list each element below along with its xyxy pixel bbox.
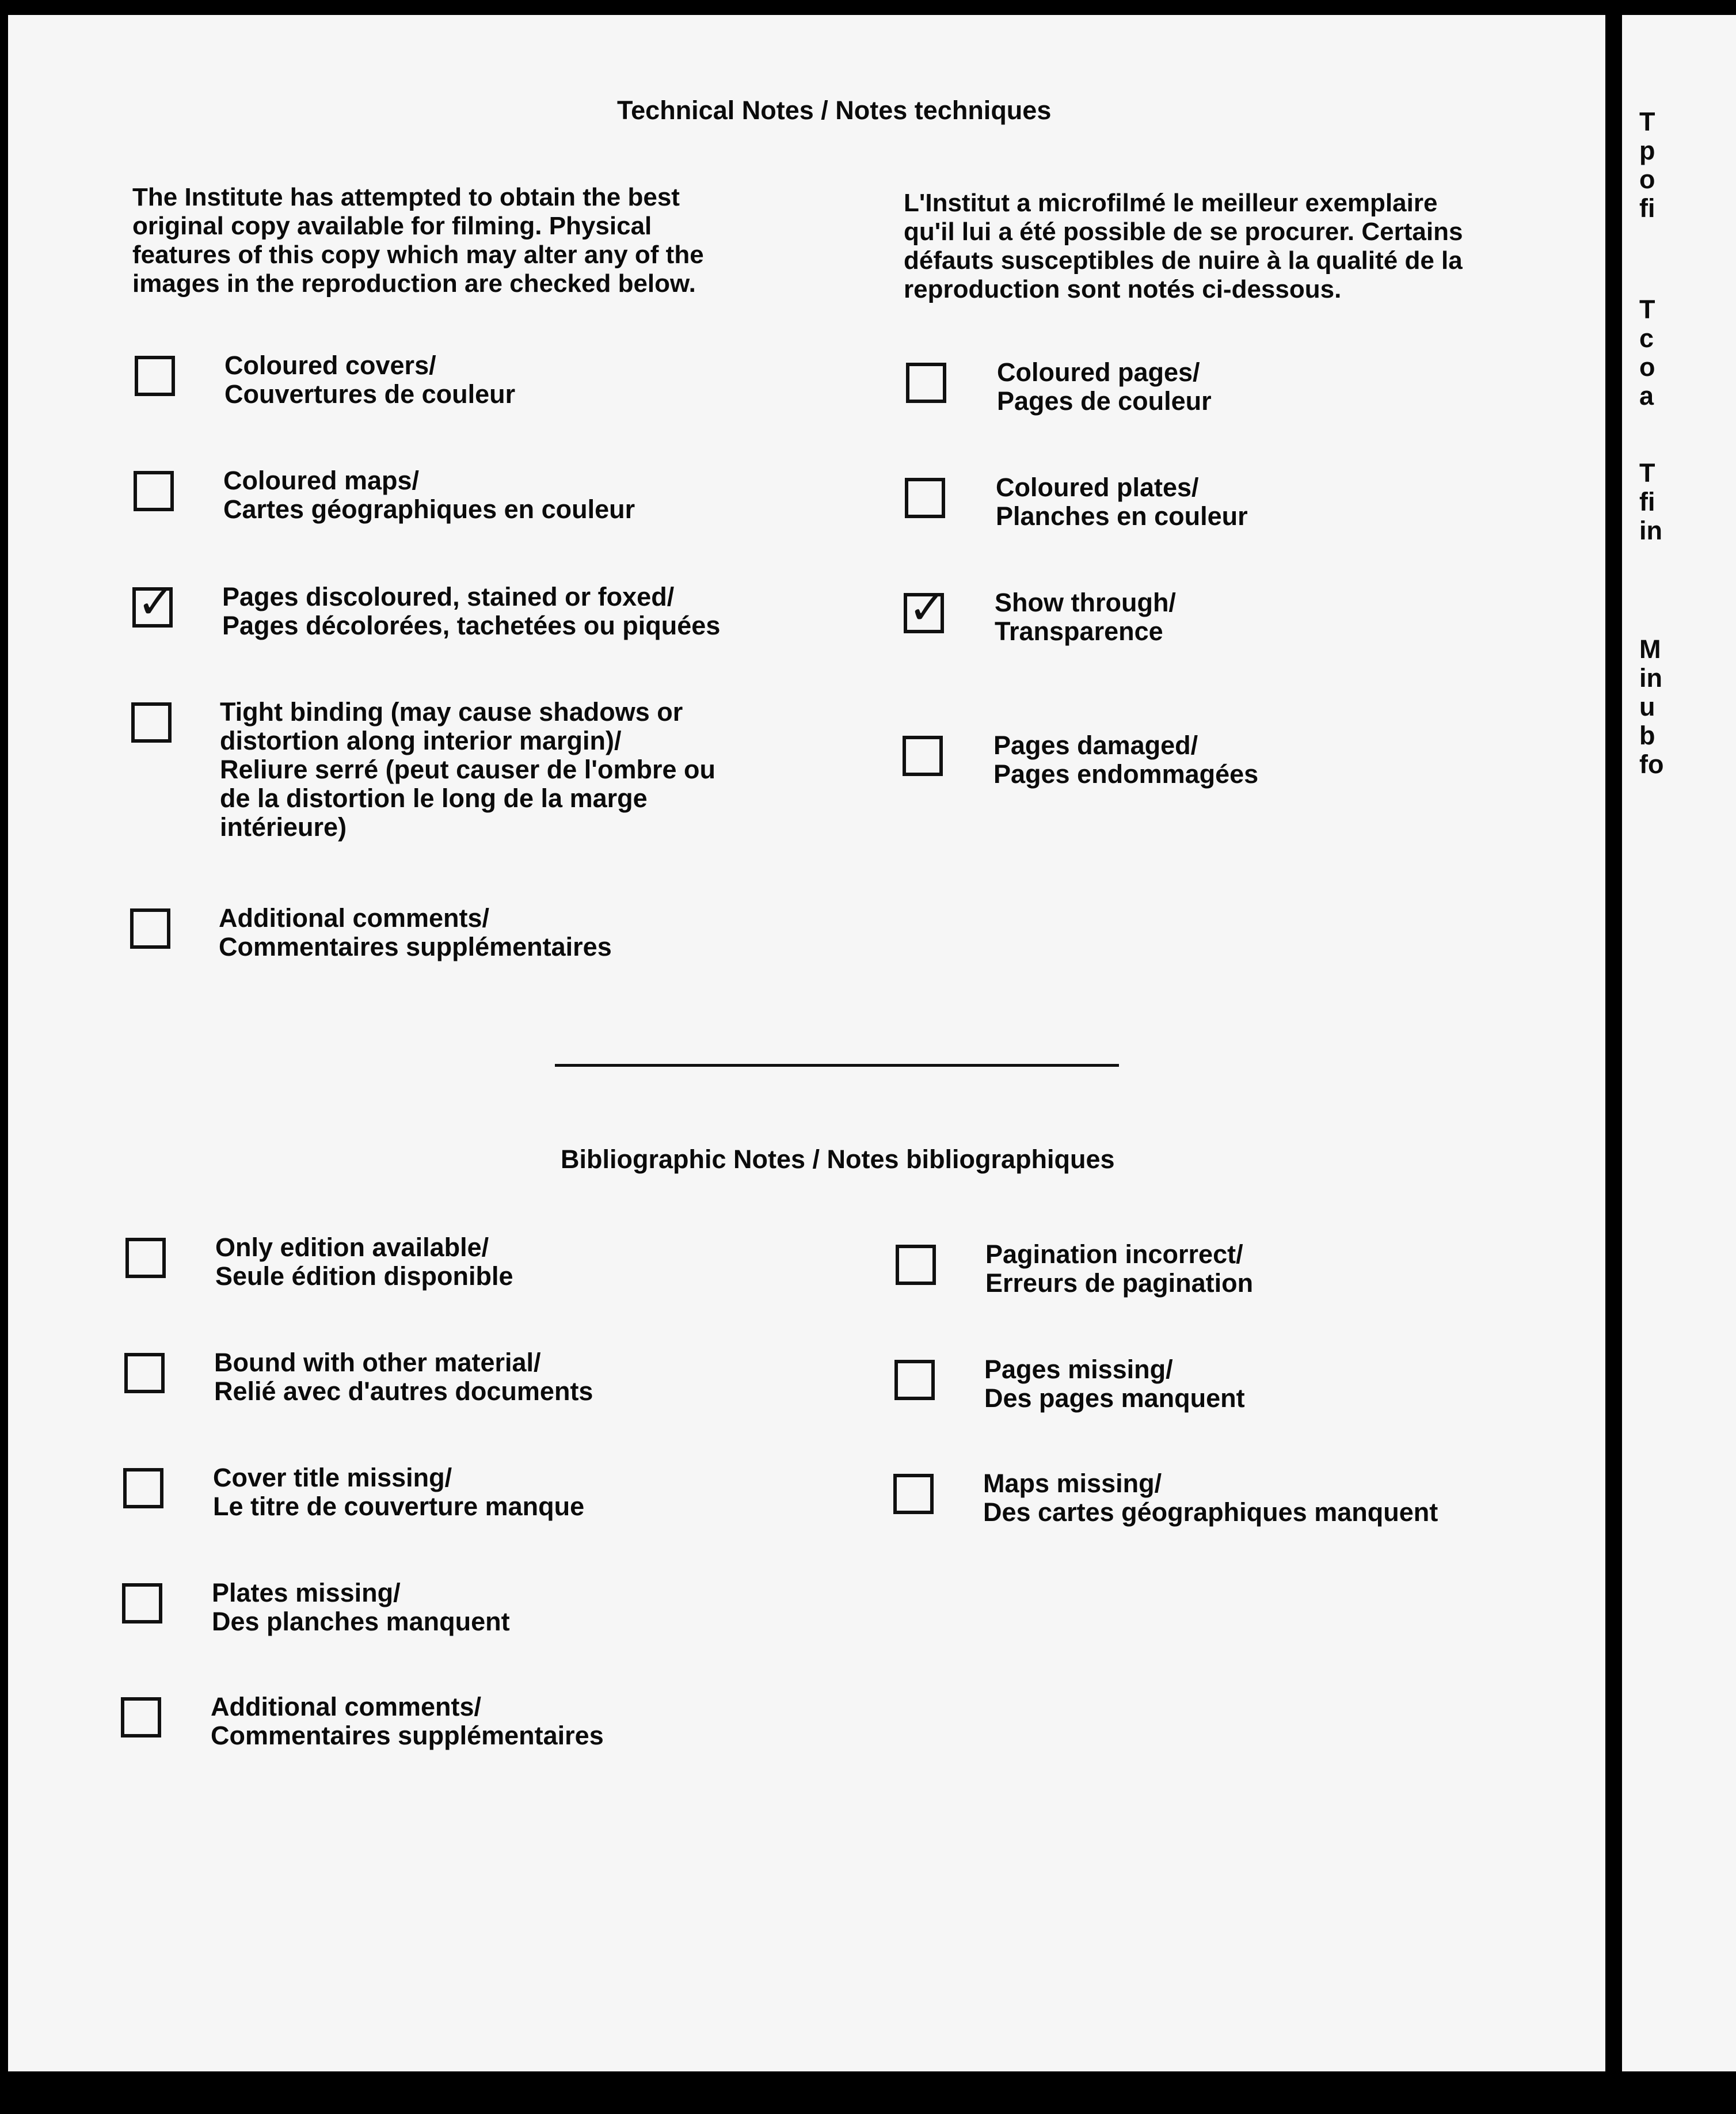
section-divider <box>555 1064 1119 1067</box>
checkbox-pages-discoloured[interactable] <box>132 577 175 629</box>
strip-letter: u <box>1639 692 1655 721</box>
checkbox-coloured-covers[interactable] <box>135 356 175 396</box>
label-show-through: Show through/ <box>995 588 1176 617</box>
strip-letter: p <box>1639 136 1655 165</box>
label-coloured-maps-fr: Cartes géographiques en couleur <box>223 495 635 524</box>
label-maps-missing: Maps missing/ <box>983 1469 1162 1498</box>
technical-notes-heading: Technical Notes / Notes techniques <box>617 96 1052 125</box>
label-pages-discoloured-fr: Pages décolorées, tachetées ou piquées <box>222 611 721 640</box>
checkbox-maps-missing[interactable] <box>893 1474 934 1514</box>
label-maps-missing-fr: Des cartes géographiques manquent <box>983 1497 1438 1527</box>
label-coloured-plates: Coloured plates/ <box>996 473 1199 502</box>
strip-letter: T <box>1639 107 1655 136</box>
label-pages-damaged: Pages damaged/ <box>993 731 1198 760</box>
checkbox-coloured-pages[interactable] <box>906 363 946 403</box>
intro-fr-line: reproduction sont notés ci-dessous. <box>904 275 1342 303</box>
intro-en-line: original copy available for filming. Physical <box>132 212 652 240</box>
strip-letter: c <box>1639 324 1654 353</box>
label-additional-comments-tech-fr: Commentaires supplémentaires <box>219 932 612 961</box>
strip-letter: fi <box>1639 487 1655 516</box>
strip-letter: o <box>1639 165 1655 194</box>
intro-fr-line: défauts susceptibles de nuire à la qualité de la <box>904 246 1463 275</box>
checkbox-coloured-plates[interactable] <box>905 478 945 518</box>
label-only-edition: Only edition available/ <box>215 1233 489 1262</box>
label-tight-binding-fr: Reliure serré (peut causer de l'ombre ou <box>220 755 715 784</box>
label-cover-title-missing: Cover title missing/ <box>213 1463 452 1492</box>
technical-notes-sheet <box>8 15 1605 2071</box>
label-plates-missing-fr: Des planches manquent <box>212 1607 510 1636</box>
label-tight-binding-fr: de la distortion le long de la marge <box>220 784 648 813</box>
label-coloured-maps: Coloured maps/ <box>223 466 420 495</box>
checkbox-additional-comments-bib[interactable] <box>121 1697 161 1737</box>
label-coloured-covers: Coloured covers/ <box>224 351 436 380</box>
strip-letter: M <box>1639 634 1661 664</box>
label-coloured-plates-fr: Planches en couleur <box>996 501 1248 531</box>
checkmark-icon: ✓ <box>137 577 175 629</box>
label-coloured-pages-fr: Pages de couleur <box>997 386 1212 416</box>
strip-letter: fo <box>1639 750 1664 779</box>
intro-en-line: images in the reproduction are checked below. <box>132 269 696 298</box>
label-additional-comments-bib-fr: Commentaires supplémentaires <box>211 1721 604 1750</box>
label-pages-missing: Pages missing/ <box>984 1355 1173 1384</box>
label-pages-discoloured: Pages discoloured, stained or foxed/ <box>222 582 675 611</box>
intro-en-line: features of this copy which may alter any of the <box>132 241 704 269</box>
strip-letter: in <box>1639 663 1662 693</box>
intro-en-line: The Institute has attempted to obtain the best <box>132 183 680 211</box>
label-cover-title-missing-fr: Le titre de couverture manque <box>213 1492 585 1521</box>
strip-letter: a <box>1639 381 1654 410</box>
strip-letter: o <box>1639 352 1655 382</box>
adjacent-page-strip <box>1622 15 1736 2071</box>
label-pagination-incorrect-fr: Erreurs de pagination <box>985 1268 1254 1298</box>
label-bound-with: Bound with other material/ <box>214 1348 541 1377</box>
checkbox-coloured-maps[interactable] <box>134 471 174 511</box>
label-tight-binding-fr: intérieure) <box>220 812 347 842</box>
label-pagination-incorrect: Pagination incorrect/ <box>985 1239 1243 1269</box>
checkmark-icon: ✓ <box>908 583 946 634</box>
label-tight-binding: Tight binding (may cause shadows or <box>220 697 683 727</box>
strip-letter: in <box>1639 516 1662 545</box>
checkbox-show-through[interactable] <box>904 583 946 634</box>
strip-letter: T <box>1639 295 1655 324</box>
intro-fr-line: qu'il lui a été possible de se procurer. Certains <box>904 218 1463 246</box>
label-additional-comments-tech: Additional comments/ <box>219 903 490 933</box>
label-only-edition-fr: Seule édition disponible <box>215 1261 513 1291</box>
checkbox-cover-title-missing[interactable] <box>123 1468 163 1508</box>
checkbox-bound-with[interactable] <box>124 1353 165 1393</box>
label-coloured-covers-fr: Couvertures de couleur <box>224 379 516 409</box>
checkbox-pages-damaged[interactable] <box>903 736 943 776</box>
checkbox-pages-missing[interactable] <box>894 1360 935 1400</box>
checkbox-additional-comments-tech[interactable] <box>130 908 170 949</box>
label-plates-missing: Plates missing/ <box>212 1578 401 1607</box>
strip-letter: fi <box>1639 193 1655 223</box>
label-bound-with-fr: Relié avec d'autres documents <box>214 1377 593 1406</box>
strip-letter: T <box>1639 458 1655 488</box>
checkbox-pagination-incorrect[interactable] <box>896 1245 936 1285</box>
intro-fr-line: L'Institut a microfilmé le meilleur exemplaire <box>904 189 1438 217</box>
label-show-through-fr: Transparence <box>995 617 1163 646</box>
checkbox-tight-binding[interactable] <box>131 702 172 743</box>
label-additional-comments-bib: Additional comments/ <box>211 1692 482 1721</box>
label-pages-missing-fr: Des pages manquent <box>984 1383 1245 1413</box>
strip-letter: b <box>1639 721 1655 750</box>
bibliographic-notes-heading: Bibliographic Notes / Notes bibliographiques <box>561 1145 1115 1174</box>
label-coloured-pages: Coloured pages/ <box>997 358 1200 387</box>
label-pages-damaged-fr: Pages endommagées <box>993 759 1259 789</box>
label-tight-binding: distortion along interior margin)/ <box>220 726 622 755</box>
checkbox-plates-missing[interactable] <box>122 1583 162 1623</box>
checkbox-only-edition[interactable] <box>125 1238 166 1278</box>
